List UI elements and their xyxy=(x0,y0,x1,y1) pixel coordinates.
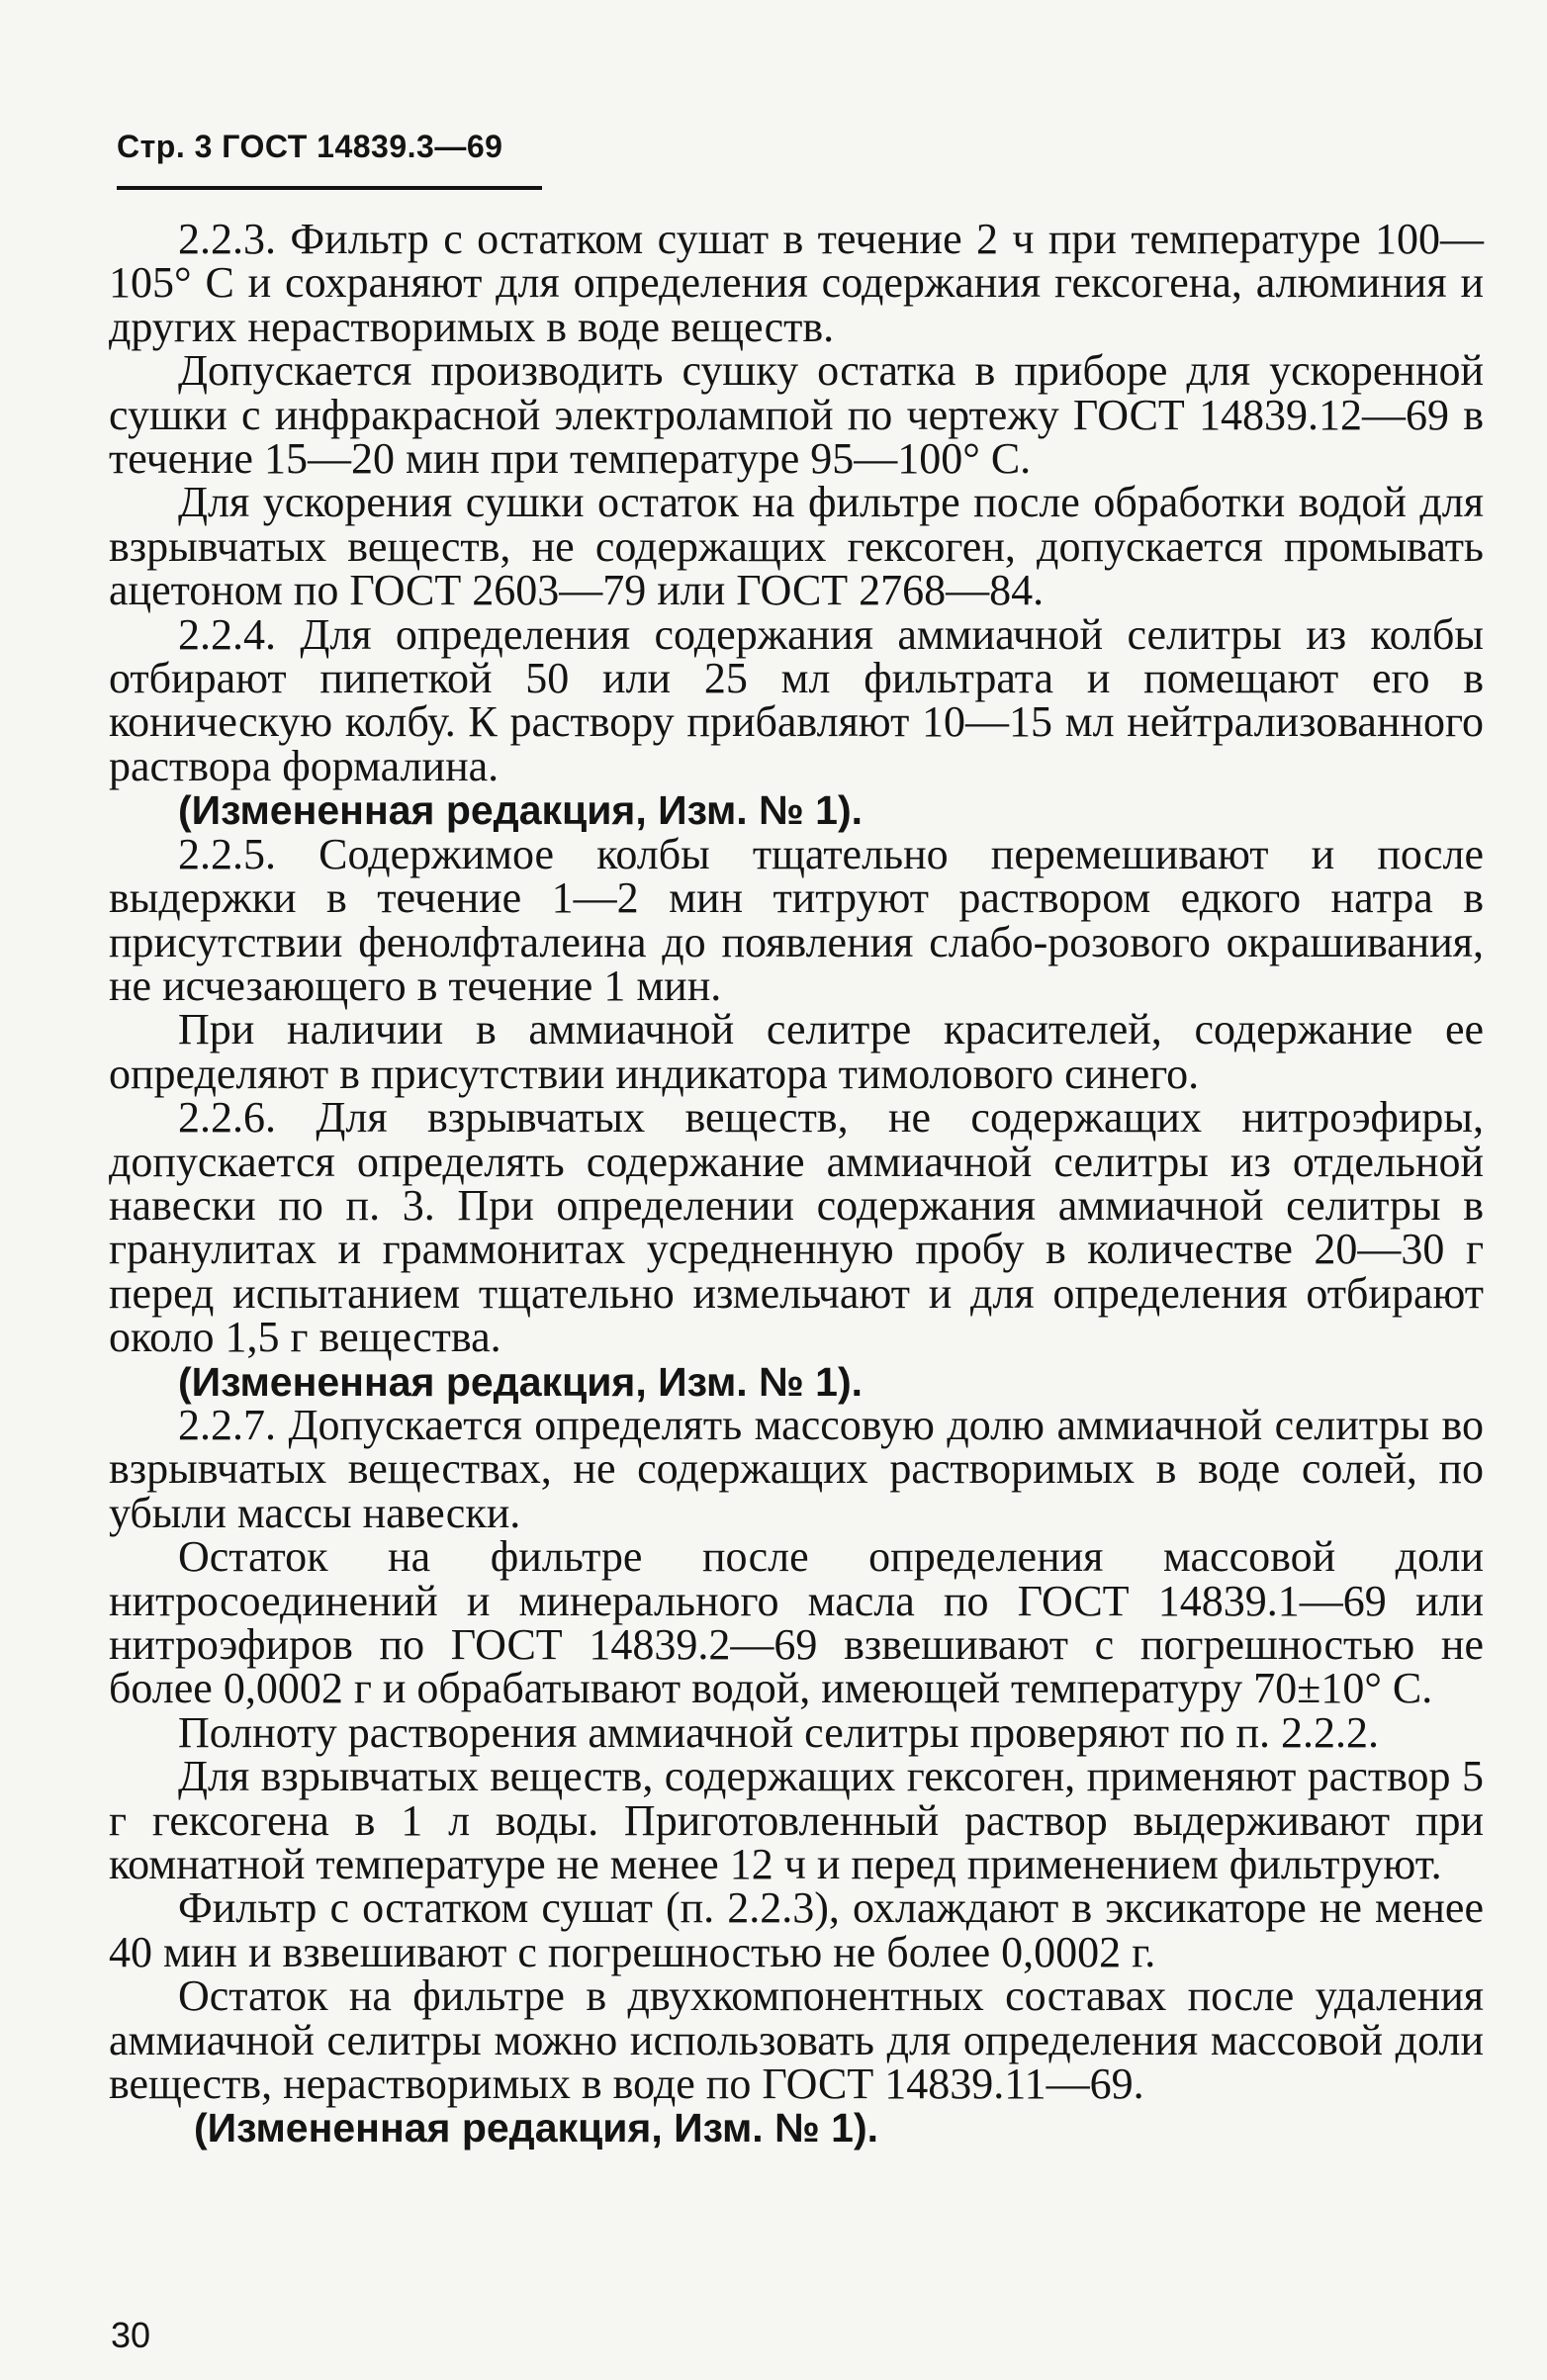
paragraph-2-2-6: 2.2.6. Для взрывчатых веществ, не содержащих нитроэфиры, допускается определять содержание аммиачной селитры из отдельной навески по п. 3. При определении содержания аммиачной селитры в гранулитах и граммонитах усредненную пробу в количестве 20—30 г перед испытанием тщательно измельчают и для определения отбирают около 1,5 г вещества. xyxy=(109,1093,1484,1362)
amendment-note: (Измененная редакция, Изм. № 1). xyxy=(194,2105,879,2151)
paragraph-hexogen-solution: Для взрывчатых веществ, содержащих гексоген, применяют раствор 5 г гексогена в 1 л воды. Приготовленный раствор выдерживают при комнатной температуре не менее 12 ч и перед применением фильтруют. xyxy=(109,1752,1484,1889)
paragraph-filter-drying: Фильтр с остатком сушат (п. 2.2.3), охлаждают в эксикаторе не менее 40 мин и взвешивают с погрешностью не более 0,0002 г. xyxy=(109,1883,1484,1976)
page-number: 30 xyxy=(111,2315,151,2355)
amendment-note: (Измененная редакция, Изм. № 1). xyxy=(178,787,864,834)
paragraph-acetone-rinse: Для ускорения сушки остаток на фильтре после обработки водой для взрывчатых веществ, не содержащих гексоген, допускается промывать ацетоном по ГОСТ 2603—79 или ГОСТ 2768—84. xyxy=(109,478,1484,615)
paragraph-2-2-5: 2.2.5. Содержимое колбы тщательно перемешивают и после выдержки в течение 1—2 мин титруют раствором едкого натра в присутствии фенолфталеина до появления слабо-розового окрашивания, не исчезающего в течение 1 мин. xyxy=(109,829,1484,1010)
paragraph-two-component: Остаток на фильтре в двухкомпонентных составах после удаления аммиачной селитры можно использовать для определения массовой доли веществ, нерастворимых в воде по ГОСТ 14839.11—69. xyxy=(109,1971,1484,2109)
header-rule xyxy=(117,186,542,190)
paragraph-2-2-7: 2.2.7. Допускается определять массовую долю аммиачной селитры во взрывчатых веществах, не содержащих растворимых в воде солей, по убыли массы навески. xyxy=(109,1400,1484,1537)
document-body xyxy=(109,215,1484,2151)
paragraph-2-2-3: 2.2.3. Фильтр с остатком сушат в течение 2 ч при температуре 100—105° С и сохраняют для определения содержания гексогена, алюминия и других нерастворимых в воде веществ. xyxy=(109,215,1484,351)
paragraph-2-2-4: 2.2.4. Для определения содержания аммиачной селитры из колбы отбирают пипеткой 50 или 25 мл фильтрата и помещают его в коническую колбу. К раствору прибавляют 10—15 мл нейтрализованного раствора формалина. xyxy=(109,609,1484,790)
paragraph-dissolution-check: Полноту растворения аммиачной селитры проверяют по п. 2.2.2. xyxy=(178,1707,1380,1757)
paragraph-drying-device: Допускается производить сушку остатка в приборе для ускоренной сушки с инфракрасной электролампой по чертежу ГОСТ 14839.12—69 в течение 15—20 мин при температуре 95—100° С. xyxy=(109,346,1484,484)
paragraph-dyes: При наличии в аммиачной селитре красителей, содержание ее определяют в присутствии индикатора тимолового синего. xyxy=(109,1005,1484,1098)
paragraph-residue-weighing: Остаток на фильтре после определения массовой доли нитросоединений и минерального масла по ГОСТ 14839.1—69 или нитроэфиров по ГОСТ 14839.2—69 взвешивают с погрешностью не более 0,0002 г и обрабатывают водой, имеющей температуру 70±10° С. xyxy=(109,1532,1484,1713)
amendment-note: (Измененная редакция, Изм. № 1). xyxy=(178,1358,864,1405)
running-header: Стр. 3 ГОСТ 14839.3—69 xyxy=(117,129,503,164)
